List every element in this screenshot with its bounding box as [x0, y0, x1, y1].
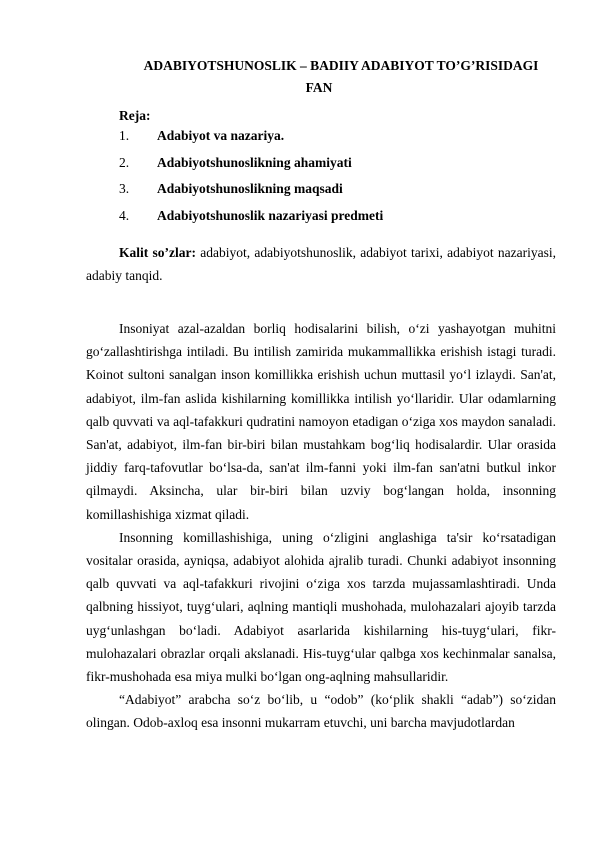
plan-item-number: 4.: [119, 207, 130, 223]
plan-item-text: Adabiyotshunoslikning maqsadi: [157, 181, 343, 196]
body-text: [86, 317, 556, 735]
plan-item: [119, 206, 383, 233]
keywords-block: [86, 241, 556, 287]
plan-heading: Reja:: [119, 108, 151, 123]
paragraph: Insonning komillashishiga, uning o‘zligini anglashiga ta'sir ko‘rsatadigan vositalar orasida, ayniqsa, adabiyot alohida ajralib turadi. Chunki adabiyot insonning qalb quvvati va aql-tafakkuri rivojini o‘ziga xos tarzda mujassamlashtiradi. Unda qalbning hissiyot, tuyg‘ulari, aqlning mantiqli mushohada, mulohazalari ajoyib tarzda uyg‘unlashgan bo‘ladi. Adabiyot asarlarida kishilarning his-tuyg‘ulari, fikr-mulohazalari obrazlar orqali akslanadi. His-tuyg‘ular qalbga xos kechinmalar sanalsa, fikr-mushohada esa miya mulki bo‘lgan ong-aqlning mahsullaridir.: [86, 529, 556, 685]
plan-item-text: Adabiyot va nazariya.: [157, 128, 285, 143]
plan-list: [119, 126, 383, 232]
paragraph: “Adabiyot” arabcha so‘z bo‘lib, u “odob” (ko‘plik shakli “adab”) so‘zidan olingan. Odob-axloq esa insonni mukarram etuvchi, uni barcha mavjudotlardan: [86, 692, 556, 731]
document-title-continued: FAN: [305, 80, 333, 95]
plan-item-text: Adabiyotshunoslikning ahamiyati: [157, 154, 352, 170]
plan-item-number: 3.: [119, 181, 130, 196]
plan-item: [119, 126, 383, 153]
plan-item-number: 2.: [119, 154, 130, 170]
keywords-label: Kalit so’zlar:: [119, 245, 196, 260]
plan-item: [119, 179, 383, 206]
plan-item-number: 1.: [119, 128, 130, 143]
plan-item-text: Adabiyotshunoslik nazariyasi predmeti: [157, 207, 384, 223]
paragraph: Insoniyat azal-azaldan borliq hodisalarini bilish, o‘zi yashayotgan muhitni go‘zallashtirishga intiladi. Bu intilish zamirida mukammallikka erishish istagi turadi. Koinot sultoni sanalgan inson komillikka erishish uchun muttasil yo‘l izlaydi. San'at, adabiyot, ilm-fan aslida kishilarning komillikka intilish yo‘llaridir. Ular odamlarning qalb quvvati va aql-tafakkuri qudratini namoyon etadigan o‘ziga xos maydon sanaladi. San'at, adabiyot, ilm-fan bir-biri bilan mustahkam bog‘liq hodisalardir. Ular orasida jiddiy farq-tafovutlar bo‘lsa-da, san'at ilm-fanni yoki ilm-fan san'atni butkul inkor qilmaydi. Aksincha, ular bir-biri bilan uzviy bog‘langan holda, insonning komillashishiga xizmat qiladi.: [86, 321, 556, 522]
keywords-text: adabiyot, adabiyotshunoslik, adabiyot tarixi, adabiyot nazariyasi, adabiy tanqid.: [86, 245, 556, 283]
document-title: ADABIYOTSHUNOSLIK – BADIIY ADABIYOT TO’G’RISIDAGI: [143, 58, 539, 73]
plan-item: [119, 153, 383, 180]
